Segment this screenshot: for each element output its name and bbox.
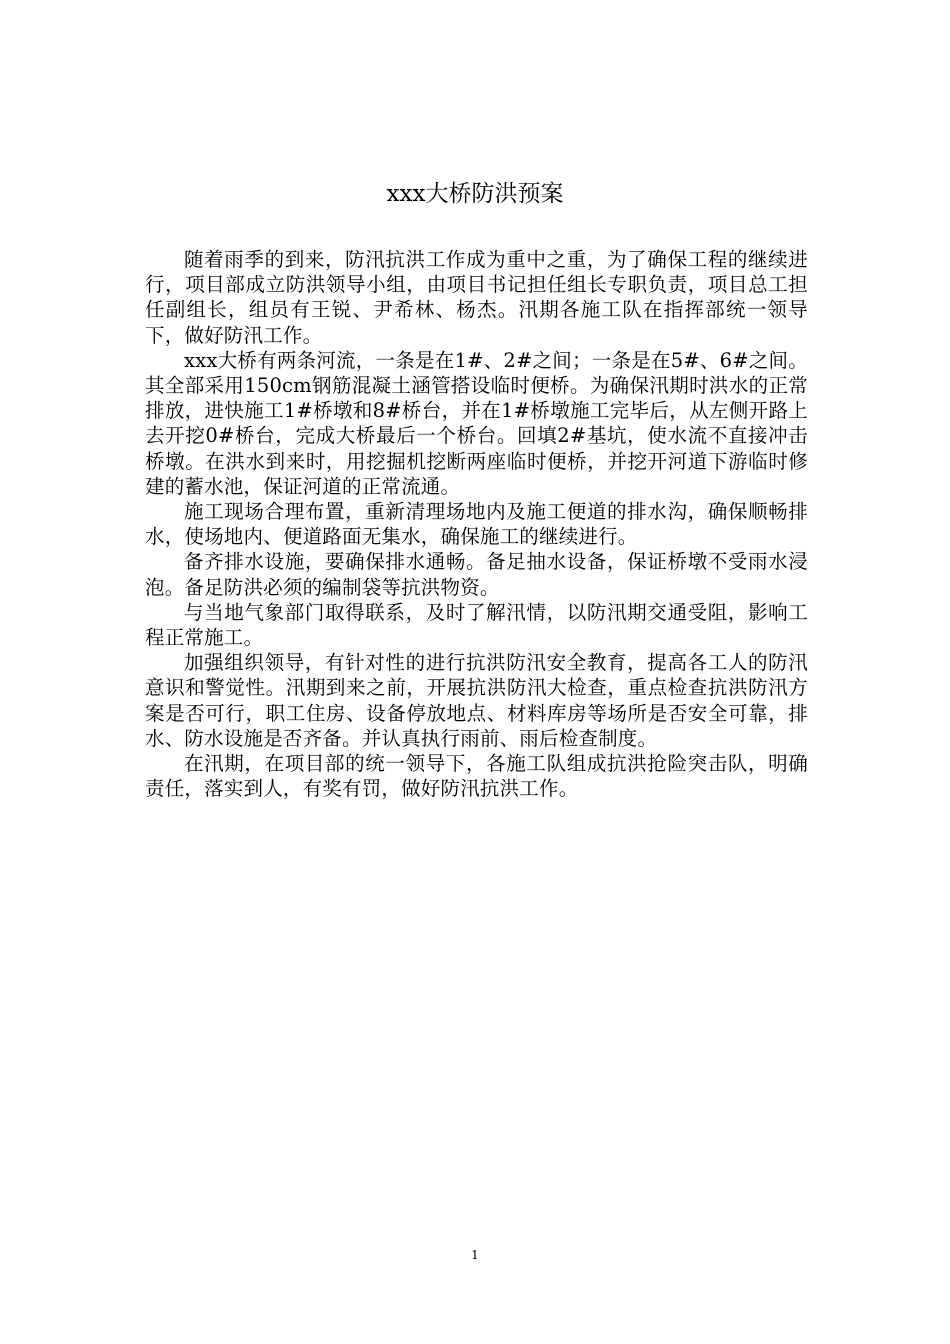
paragraph-site-drainage: 施工现场合理布置，重新清理场地内及施工便道的排水沟，确保顺畅排水，使场地内、便道路面无集水，确保施工的继续进行。 [145, 500, 808, 549]
paragraph-flood-team: 随着雨季的到来，防汛抗洪工作成为重中之重，为了确保工程的继续进行，项目部成立防洪领导小组，由项目书记担任组长专职负责，项目总工担任副组长，组员有王锐、尹希林、杨杰。汛期各施工队在指挥部统一领导下，做好防汛工作。 [145, 248, 808, 347]
document-title: xxx大桥防洪预案 [386, 181, 564, 207]
paragraph-safety-education: 加强组织领导，有针对性的进行抗洪防汛安全教育，提高各工人的防汛意识和警觉性。汛期到来之前，开展抗洪防汛大检查，重点检查抗洪防汛方案是否可行，职工住房、设备停放地点、材料库房等场所是否安全可靠，排水、防水设施是否齐备。并认真执行雨前、雨后检查制度。 [145, 651, 808, 750]
page-number: 1 [471, 1248, 479, 1262]
paragraph-emergency-team: 在汛期，在项目部的统一领导下，各施工队组成抗洪抢险突击队，明确责任，落实到人，有奖有罚，做好防汛抗洪工作。 [145, 752, 808, 801]
paragraph-drainage-equipment: 备齐排水设施，要确保排水通畅。备足抽水设备，保证桥墩不受雨水浸泡。备足防洪必须的编制袋等抗洪物资。 [145, 550, 808, 599]
document-body [145, 247, 808, 801]
paragraph-rivers-bridges: xxx大桥有两条河流，一条是在1#、2#之间；一条是在5#、6#之间。其全部采用150cm钢筋混凝土涵管搭设临时便桥。为确保汛期时洪水的正常排放，进快施工1#桥墩和8#桥台，并在1#桥墩施工完毕后，从左侧开路上去开挖0#桥台，完成大桥最后一个桥台。回填2#基坑，使水流不直接冲击桥墩。在洪水到来时，用挖掘机挖断两座临时便桥，并挖开河道下游临时修建的蓄水池，保证河道的正常流通。 [145, 348, 808, 498]
paragraph-weather-contact: 与当地气象部门取得联系，及时了解汛情，以防汛期交通受阻，影响工程正常施工。 [145, 600, 808, 650]
